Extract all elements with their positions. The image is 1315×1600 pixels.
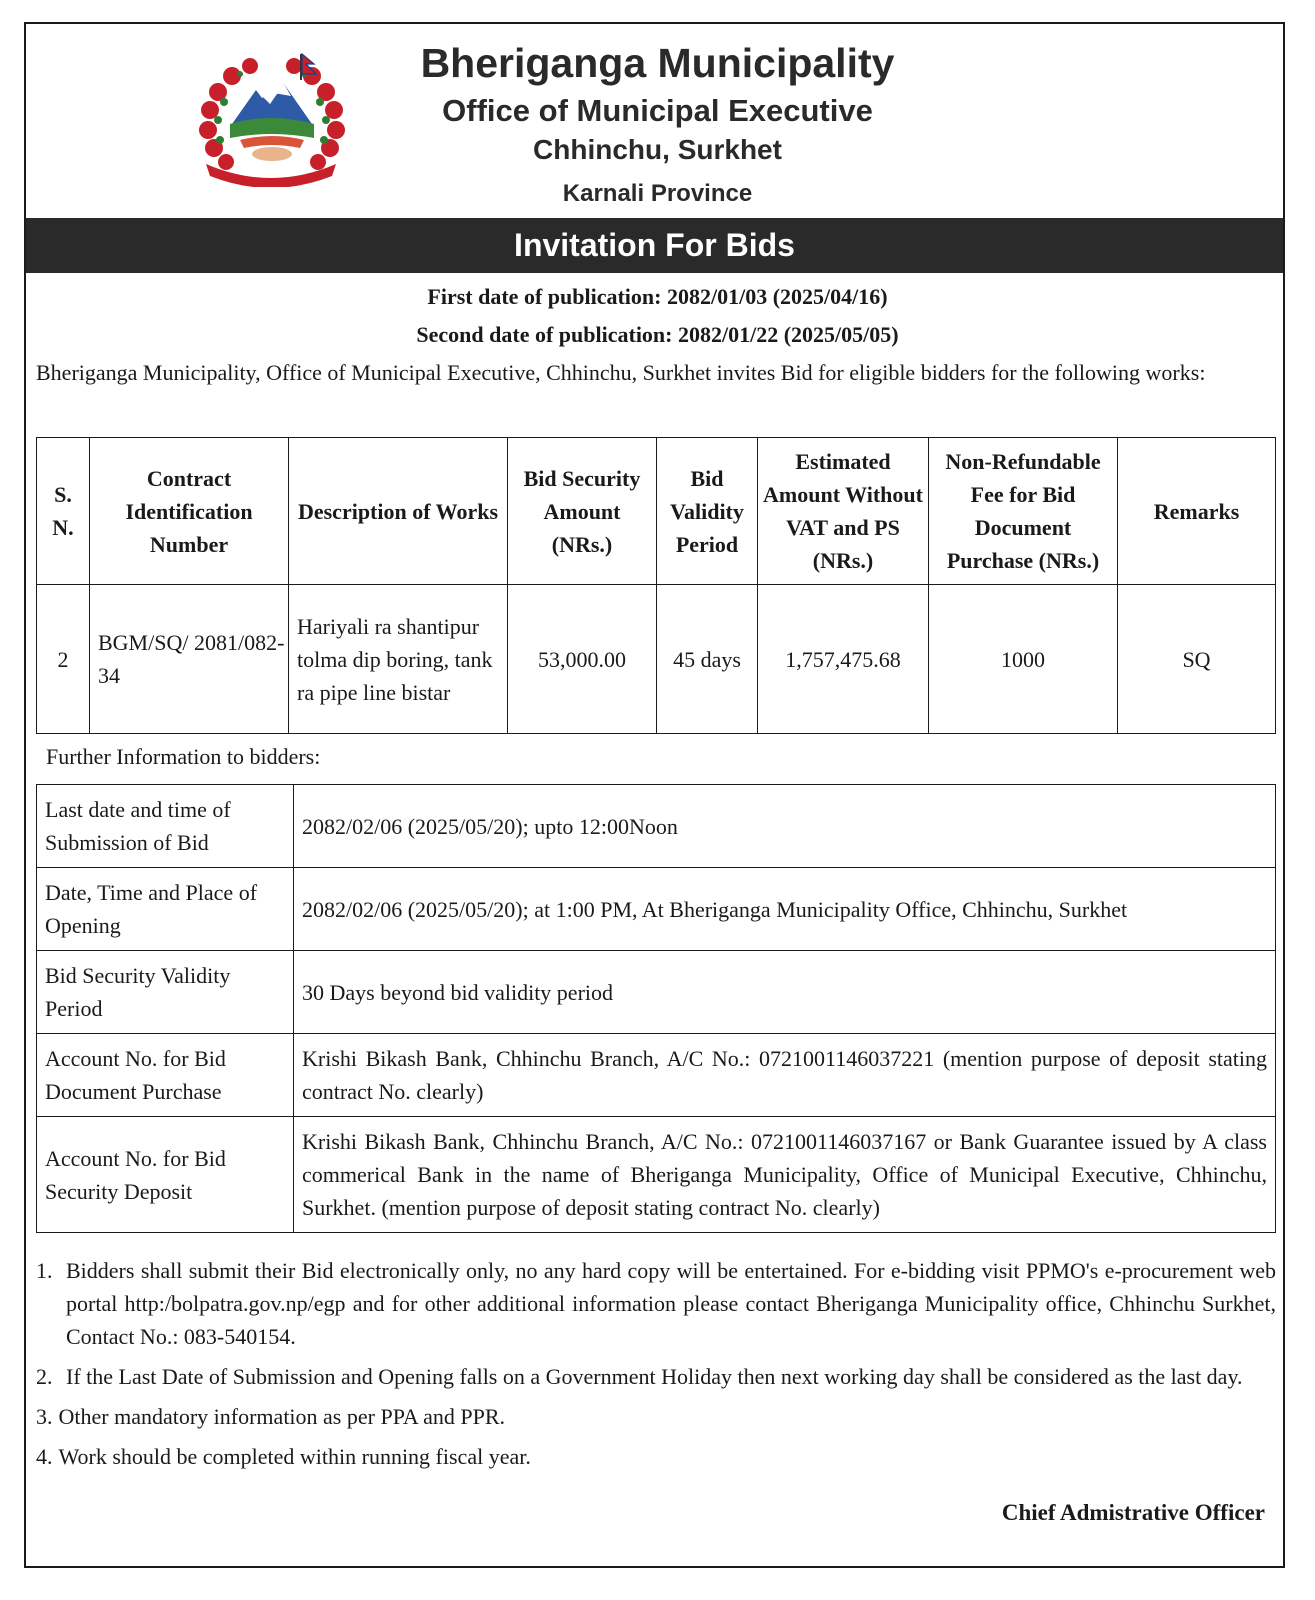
- note-text: Other mandatory information as per PPA and PPR.: [58, 1404, 505, 1429]
- note-number: 2.: [36, 1364, 53, 1389]
- note-text: Bidders shall submit their Bid electronically only, no any hard copy will be entertained. For e-bidding visit PPMO's e-procurement web portal http:/bolpatra.gov.np/egp and for other additional information please contact Bheriganga Municipality office, Chhinchu Surkhet, Contact No.: 083-540154.: [66, 1258, 1276, 1349]
- cell-contract-id: BGM/SQ/ 2081/082-34: [90, 585, 289, 734]
- table-row: [37, 785, 1276, 868]
- list-item: [36, 1440, 1276, 1473]
- table-row: [37, 1034, 1276, 1117]
- column-header: Estimated Amount Without VAT and PS (NRs.): [758, 438, 929, 585]
- office-name: Office of Municipal Executive: [442, 93, 873, 128]
- info-value: Krishi Bikash Bank, Chhinchu Branch, A/C No.: 0721001146037167 or Bank Guarantee issued by A class commerical Bank in the name of Bheriganga Municipality, Office of Municipal Executive, Chhinchu, Surkhet. (mention purpose of deposit stating contract No. clearly): [294, 1117, 1276, 1233]
- municipality-title: Bheriganga Municipality: [420, 40, 895, 86]
- column-header: Description of Works: [289, 438, 508, 585]
- column-header: Bid Validity Period: [657, 438, 758, 585]
- further-info-label: Further Information to bidders:: [46, 744, 321, 769]
- notes-list: [36, 1254, 1276, 1480]
- province-name: Karnali Province: [562, 180, 753, 207]
- cell-estimated-amount: 1,757,475.68: [758, 585, 929, 734]
- info-key: Bid Security Validity Period: [37, 951, 294, 1034]
- info-value: 30 Days beyond bid validity period: [294, 951, 1276, 1034]
- column-header: Bid Security Amount (NRs.): [508, 438, 657, 585]
- list-item: [36, 1360, 1276, 1393]
- bid-table: [36, 437, 1276, 734]
- note-number: 4.: [36, 1444, 53, 1469]
- first-publication-date: First date of publication: 2082/01/03 (2025/04/16): [427, 284, 888, 309]
- cell-sn: 2: [37, 585, 90, 734]
- info-value: 2082/02/06 (2025/05/20); upto 12:00Noon: [294, 785, 1276, 868]
- cell-bid-security: 53,000.00: [508, 585, 657, 734]
- cell-fee: 1000: [929, 585, 1118, 734]
- info-key: Account No. for Bid Document Purchase: [37, 1034, 294, 1117]
- bid-table-header-row: [37, 438, 1276, 585]
- note-number: 3.: [36, 1404, 53, 1429]
- info-value: Krishi Bikash Bank, Chhinchu Branch, A/C No.: 0721001146037221 (mention purpose of deposit stating contract No. clearly): [294, 1034, 1276, 1117]
- info-key: Account No. for Bid Security Deposit: [37, 1117, 294, 1233]
- cell-remarks: SQ: [1118, 585, 1276, 734]
- note-number: 1.: [36, 1258, 53, 1283]
- info-value: 2082/02/06 (2025/05/20); at 1:00 PM, At Bheriganga Municipality Office, Chhinchu, Surkhet: [294, 868, 1276, 951]
- column-header: Non-Refundable Fee for Bid Document Purchase (NRs.): [929, 438, 1118, 585]
- table-row: [37, 951, 1276, 1034]
- intro-paragraph: Bheriganga Municipality, Office of Municipal Executive, Chhinchu, Surkhet invites Bid for eligible bidders for the following works:: [36, 360, 1206, 385]
- list-item: [36, 1254, 1276, 1353]
- cell-validity: 45 days: [657, 585, 758, 734]
- column-header: S. N.: [37, 438, 90, 585]
- list-item: [36, 1400, 1276, 1433]
- note-text: If the Last Date of Submission and Opening falls on a Government Holiday then next working day shall be considered as the last day.: [66, 1364, 1243, 1389]
- column-header: Remarks: [1118, 438, 1276, 585]
- table-row: [37, 585, 1276, 734]
- notice-title-band: Invitation For Bids: [26, 218, 1283, 273]
- column-header: Contract Identification Number: [90, 438, 289, 585]
- note-text: Work should be completed within running fiscal year.: [58, 1444, 531, 1469]
- table-row: [37, 1117, 1276, 1233]
- signature-title: Chief Admistrative Officer: [1001, 1500, 1265, 1525]
- table-row: [37, 868, 1276, 951]
- info-key: Date, Time and Place of Opening: [37, 868, 294, 951]
- info-key: Last date and time of Submission of Bid: [37, 785, 294, 868]
- cell-description: Hariyali ra shantipur tolma dip boring, tank ra pipe line bistar: [289, 585, 508, 734]
- second-publication-date: Second date of publication: 2082/01/22 (2025/05/05): [416, 322, 899, 347]
- info-table: [36, 784, 1276, 1233]
- office-location: Chhinchu, Surkhet: [533, 134, 782, 165]
